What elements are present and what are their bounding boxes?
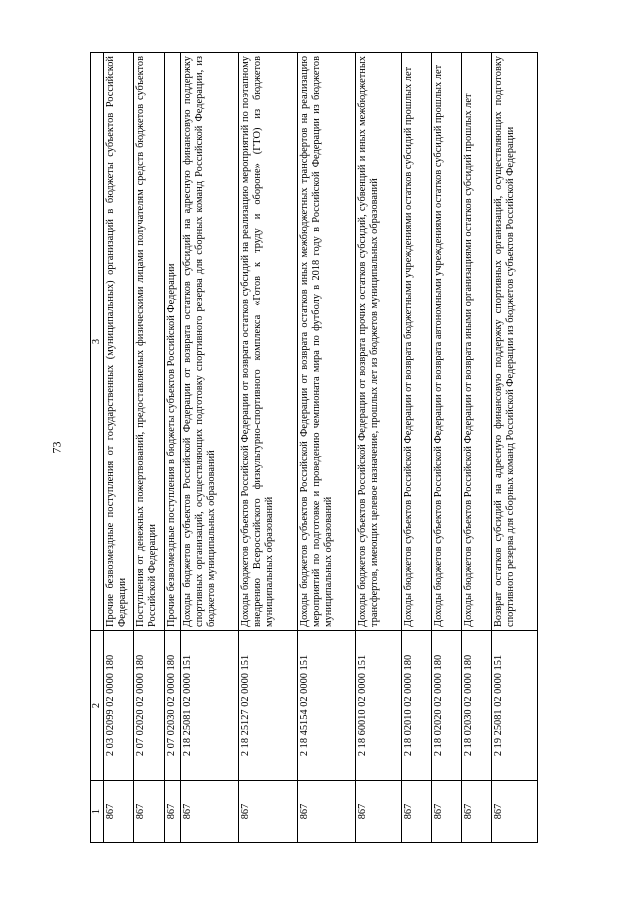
rotated-table-container <box>90 53 538 843</box>
admin-code-cell: 867 <box>401 781 431 843</box>
description-cell: Прочие безвозмездные поступления в бюджеты субъектов Российской Федерации <box>164 53 180 631</box>
admin-code-cell: 867 <box>239 781 297 843</box>
admin-code-cell: 867 <box>297 781 355 843</box>
table-row <box>492 53 538 843</box>
table-row <box>356 53 401 843</box>
description-cell: Доходы бюджетов субъектов Российской Федерации от возврата остатков субсидий на адресную финансовую поддержку спортивных организаций, осуществляющих подготовку спортивного резерва для сборных команд Российской Федерации, из бюджетов муниципальных образований <box>180 53 238 631</box>
table-row <box>239 53 297 843</box>
table-row <box>104 53 134 843</box>
column-header-code: 2 <box>91 631 104 781</box>
budget-code-cell: 2 18 60010 02 0000 151 <box>356 631 401 781</box>
description-cell: Возврат остатков субсидий на адресную финансовую поддержку спортивных организаций, осуществляющих подготовку спортивного резерва для сборных команд Российской Федерации из бюджетов субъектов Российской Федерации <box>492 53 538 631</box>
table-row <box>297 53 355 843</box>
budget-classification-table <box>90 52 538 843</box>
description-cell: Доходы бюджетов субъектов Российской Федерации от возврата иными организациями остатков субсидий прошлых лет <box>462 53 492 631</box>
admin-code-cell: 867 <box>492 781 538 843</box>
table-row <box>431 53 461 843</box>
budget-code-cell: 2 18 02020 02 0000 180 <box>431 631 461 781</box>
description-cell: Прочие безвозмездные поступления от государственных (муниципальных) организаций в бюджеты субъектов Российской Федерации <box>104 53 134 631</box>
admin-code-cell: 867 <box>164 781 180 843</box>
page-number: 73 <box>49 441 64 454</box>
budget-code-cell: 2 07 02020 02 0000 180 <box>134 631 164 781</box>
description-cell: Доходы бюджетов субъектов Российской Федерации от возврата автономными учреждениями остатков субсидий прошлых лет <box>431 53 461 631</box>
admin-code-cell: 867 <box>104 781 134 843</box>
table-row <box>401 53 431 843</box>
budget-code-cell: 2 18 45154 02 0000 151 <box>297 631 355 781</box>
table-header-row <box>91 53 104 843</box>
budget-code-cell: 2 18 25081 02 0000 151 <box>180 631 238 781</box>
budget-code-cell: 2 18 02010 02 0000 180 <box>401 631 431 781</box>
description-cell: Поступления от денежных пожертвований, предоставляемых физическими лицами получателям средств бюджетов субъектов Российской Федерации <box>134 53 164 631</box>
budget-code-cell: 2 07 02030 02 0000 180 <box>164 631 180 781</box>
budget-code-cell: 2 03 02099 02 0000 180 <box>104 631 134 781</box>
budget-code-cell: 2 19 25081 02 0000 151 <box>492 631 538 781</box>
column-header-description: 3 <box>91 53 104 631</box>
table-row <box>134 53 164 843</box>
table-row <box>164 53 180 843</box>
budget-code-cell: 2 18 25127 02 0000 151 <box>239 631 297 781</box>
table-row <box>180 53 238 843</box>
description-cell: Доходы бюджетов субъектов Российской Федерации от возврата бюджетными учреждениями остатков субсидий прошлых лет <box>401 53 431 631</box>
admin-code-cell: 867 <box>431 781 461 843</box>
column-header-admin: 1 <box>91 781 104 843</box>
admin-code-cell: 867 <box>356 781 401 843</box>
admin-code-cell: 867 <box>462 781 492 843</box>
description-cell: Доходы бюджетов субъектов Российской Федерации от возврата прочих остатков субсидий, субвенций и иных межбюджетных трансфертов, имеющих целевое назначение, прошлых лет из бюджетов муниципальных образований <box>356 53 401 631</box>
admin-code-cell: 867 <box>180 781 238 843</box>
description-cell: Доходы бюджетов субъектов Российской Федерации от возврата остатков иных межбюджетных трансфертов на реализацию мероприятий по подготовке и проведению чемпионата мира по футболу в 2018 году в Российской Федерации из бюджетов муниципальных образований <box>297 53 355 631</box>
budget-code-cell: 2 18 02030 02 0000 180 <box>462 631 492 781</box>
description-cell: Доходы бюджетов субъектов Российской Федерации от возврата остатков субсидий на реализацию мероприятий по поэтапному внедрению Всероссийского физкультурно-спортивного комплекса «Готов к труду и обороне» (ГТО) из бюджетов муниципальных образований <box>239 53 297 631</box>
table-row <box>462 53 492 843</box>
admin-code-cell: 867 <box>134 781 164 843</box>
